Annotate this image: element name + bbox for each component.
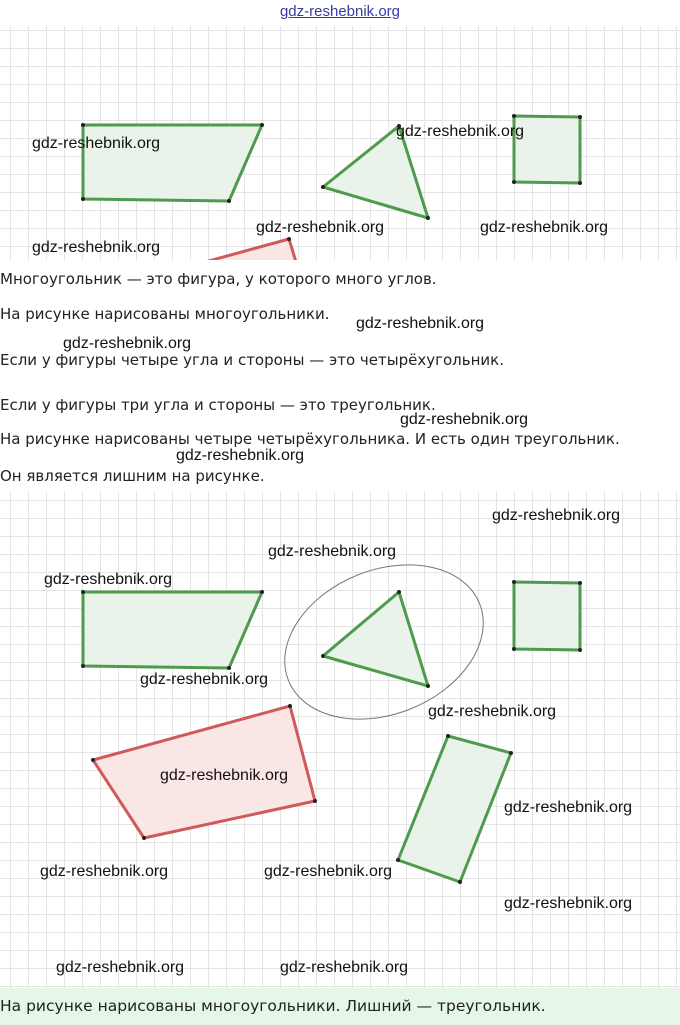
explanation-line-2: На рисунке нарисованы многоугольники. bbox=[0, 305, 330, 323]
trapezoid-shape bbox=[83, 592, 262, 668]
watermark: gdz-reshebnik.org bbox=[63, 335, 192, 352]
site-link[interactable]: gdz-reshebnik.org bbox=[279, 3, 401, 20]
red-quadrilateral-shape-partial bbox=[205, 239, 296, 260]
explanation-line-5: На рисунке нарисованы четыре четырёхугольника. И есть один треугольник. bbox=[0, 430, 620, 448]
watermark: gdz-reshebnik.org bbox=[268, 543, 397, 560]
watermark: gdz-reshebnik.org bbox=[480, 219, 609, 236]
explanation-line-3: Если у фигуры четыре угла и стороны — это четырёхугольник. bbox=[0, 351, 504, 369]
watermark: gdz-reshebnik.org bbox=[176, 447, 305, 464]
explanation-line-6: Он является лишним на рисунке. bbox=[0, 467, 265, 485]
watermark: gdz-reshebnik.org bbox=[356, 315, 485, 332]
watermark: gdz-reshebnik.org bbox=[32, 239, 161, 256]
rectangle-shape bbox=[398, 736, 511, 882]
watermark: gdz-reshebnik.org bbox=[32, 135, 161, 152]
watermark: gdz-reshebnik.org bbox=[504, 799, 633, 816]
watermark: gdz-reshebnik.org bbox=[428, 703, 557, 720]
square-shape bbox=[514, 582, 580, 650]
watermark: gdz-reshebnik.org bbox=[140, 671, 269, 688]
explanation-line-4: Если у фигуры три угла и стороны — это треугольник. bbox=[0, 396, 436, 414]
triangle-shape bbox=[323, 592, 428, 686]
watermark: gdz-reshebnik.org bbox=[40, 863, 169, 880]
watermark: gdz-reshebnik.org bbox=[492, 507, 621, 524]
watermark: gdz-reshebnik.org bbox=[56, 959, 185, 976]
watermark: gdz-reshebnik.org bbox=[280, 959, 409, 976]
explanation-line-1: Многоугольник — это фигура, у которого много углов. bbox=[0, 270, 437, 288]
watermark: gdz-reshebnik.org bbox=[160, 767, 289, 784]
watermark: gdz-reshebnik.org bbox=[256, 219, 385, 236]
watermark: gdz-reshebnik.org bbox=[504, 895, 633, 912]
watermark: gdz-reshebnik.org bbox=[264, 863, 393, 880]
watermark: gdz-reshebnik.org bbox=[44, 571, 173, 588]
answer-box bbox=[0, 988, 680, 1025]
watermark: gdz-reshebnik.org bbox=[396, 123, 525, 140]
answer-text: На рисунке нарисованы многоугольники. Лишний — треугольник. bbox=[0, 997, 546, 1015]
watermark: gdz-reshebnik.org bbox=[400, 411, 529, 428]
